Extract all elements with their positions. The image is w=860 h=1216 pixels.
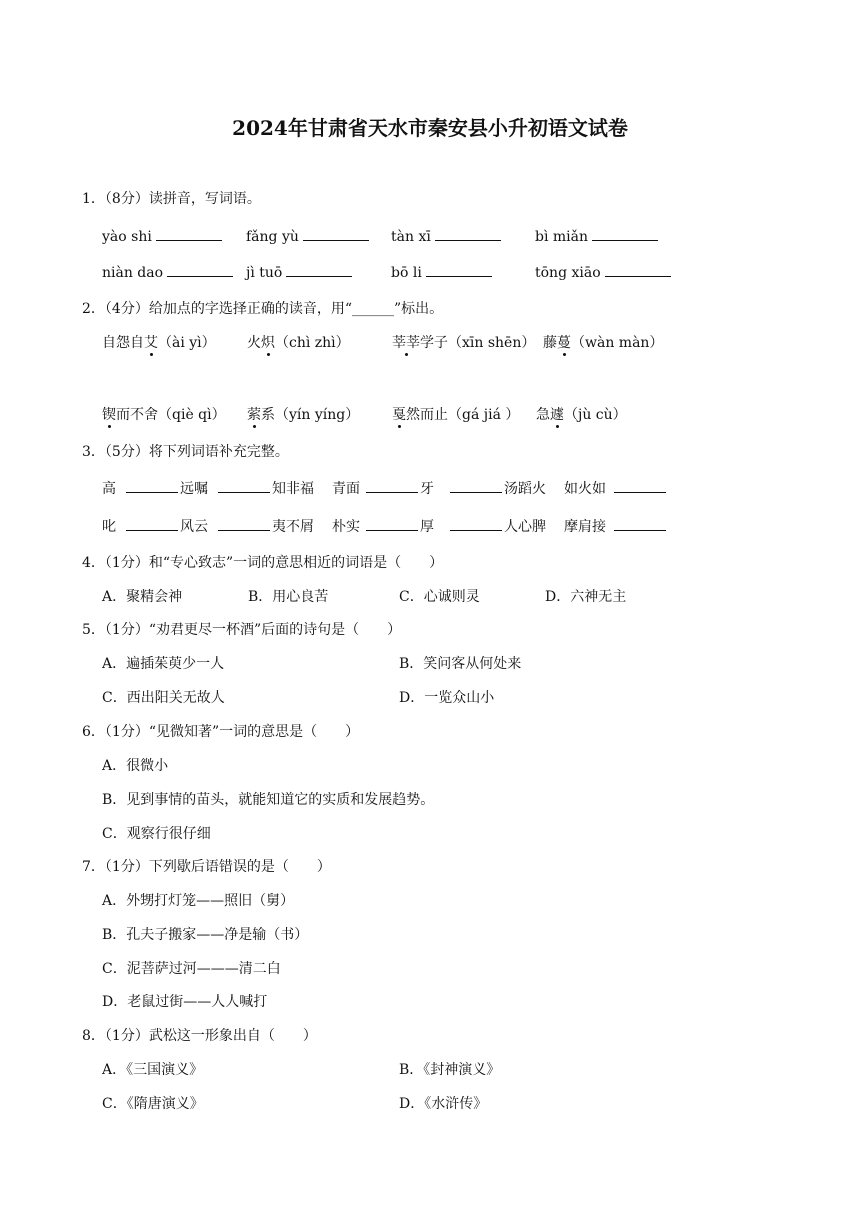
option-c[interactable]: C．《隋唐演义》 — [102, 1096, 204, 1112]
pinyin-item — [246, 228, 369, 246]
pinyin-text: yào shi — [102, 229, 152, 245]
pinyin-text: bì miǎn — [535, 229, 589, 245]
answer-blank[interactable] — [218, 518, 270, 531]
pinyin-choices: （yín yíng） — [275, 407, 360, 423]
idiom-part: 远嘱 — [180, 481, 208, 497]
answer-blank[interactable] — [126, 518, 178, 531]
pinyin-item — [535, 264, 671, 282]
answer-blank[interactable] — [218, 480, 270, 493]
answer-blank[interactable] — [426, 264, 492, 277]
answer-blank[interactable] — [366, 518, 418, 531]
dotted-char: 遽 — [550, 407, 564, 423]
word-part: 藤 — [543, 335, 557, 351]
option-c[interactable]: C．观察行很仔细 — [102, 826, 211, 842]
pinyin-item — [102, 228, 222, 246]
pinyin-text: niàn dao — [102, 265, 164, 281]
idiom-part: 人心脾 — [504, 519, 546, 535]
pinyin-item — [391, 264, 492, 282]
reading-item[interactable] — [102, 334, 216, 352]
question-3-stem: 3．（5分）将下列词语补充完整。 — [82, 444, 289, 460]
word-part: 学子 — [420, 335, 448, 351]
word-part: 自怨自 — [102, 335, 144, 351]
option-d[interactable]: D．老鼠过街——人人喊打 — [102, 994, 268, 1010]
option-a[interactable]: A．聚精会神 — [102, 589, 183, 605]
answer-blank[interactable] — [303, 228, 369, 241]
option-a[interactable]: A．外甥打灯笼——照旧（舅） — [102, 893, 295, 909]
idiom-part: 知非福 — [272, 481, 314, 497]
idiom-part: 青面 — [332, 481, 360, 497]
answer-blank[interactable] — [366, 480, 418, 493]
word-part: 火 — [247, 335, 261, 351]
pinyin-choices: （wàn màn） — [571, 335, 664, 351]
dotted-char: 艾 — [144, 335, 158, 351]
answer-blank[interactable] — [614, 518, 666, 531]
pinyin-item — [102, 264, 233, 282]
dotted-char: 炽 — [261, 335, 275, 351]
option-b[interactable]: B．笑问客从何处来 — [399, 656, 522, 672]
reading-item[interactable] — [247, 334, 350, 352]
answer-blank[interactable] — [450, 480, 502, 493]
question-4-stem: 4．（1分）和“专心致志”一词的意思相近的词语是（ ） — [82, 555, 444, 571]
question-8-stem: 8．（1分）武松这一形象出自（ ） — [82, 1028, 317, 1044]
reading-item[interactable] — [536, 406, 627, 424]
option-c[interactable]: C．泥菩萨过河———清二白 — [102, 961, 281, 977]
answer-blank[interactable] — [592, 228, 658, 241]
answer-blank[interactable] — [614, 480, 666, 493]
pinyin-text: bō li — [391, 265, 422, 281]
pinyin-text: fǎng yù — [246, 229, 299, 245]
idiom-part: 高 — [102, 481, 116, 497]
idiom-part: 夷不屑 — [272, 519, 314, 535]
question-5-stem: 5．（1分）“劝君更尽一杯酒”后面的诗句是（ ） — [82, 622, 402, 638]
answer-blank[interactable] — [435, 228, 501, 241]
pinyin-choices: （qiè qì） — [158, 407, 226, 423]
reading-item[interactable] — [102, 406, 226, 424]
option-a[interactable]: A．《三国演义》 — [102, 1062, 204, 1078]
dotted-char: 蔓 — [557, 335, 571, 351]
pinyin-choices: （xīn shēn） — [448, 335, 536, 351]
idiom-part: 风云 — [180, 519, 208, 535]
word-part: 系 — [261, 407, 275, 423]
question-6-stem: 6．（1分）“见微知著”一词的意思是（ ） — [82, 724, 360, 740]
reading-item[interactable] — [392, 334, 535, 352]
idiom-part: 叱 — [102, 519, 116, 535]
dotted-char: 戛 — [392, 407, 406, 423]
option-d[interactable]: D．六神无主 — [545, 589, 627, 605]
answer-blank[interactable] — [167, 264, 233, 277]
idiom-part: 厚 — [420, 519, 434, 535]
pinyin-item — [391, 228, 501, 246]
answer-blank[interactable] — [286, 264, 352, 277]
page-title: 2024年甘肃省天水市秦安县小升初语文试卷 — [232, 116, 628, 140]
word-part: 急 — [536, 407, 550, 423]
option-b[interactable]: B．孔夫子搬家——净是输（书） — [102, 927, 309, 943]
option-b[interactable]: B．《封神演义》 — [399, 1062, 501, 1078]
pinyin-text: jì tuō — [246, 265, 283, 281]
word-part: 而不舍 — [116, 407, 158, 423]
option-d[interactable]: D．一览众山小 — [399, 690, 495, 706]
idiom-part: 朴实 — [332, 519, 360, 535]
option-a[interactable]: A．遍插茱萸少一人 — [102, 656, 225, 672]
answer-blank[interactable] — [126, 480, 178, 493]
question-1-stem: 1．（8分）读拼音，写词语。 — [82, 191, 261, 207]
pinyin-choices: （jù cù） — [564, 407, 627, 423]
dotted-char: 莘莘 — [392, 335, 420, 351]
reading-item[interactable] — [392, 406, 519, 424]
option-a[interactable]: A．很微小 — [102, 758, 169, 774]
question-7-stem: 7．（1分）下列歇后语错误的是（ ） — [82, 859, 331, 875]
answer-blank[interactable] — [450, 518, 502, 531]
idiom-row — [102, 518, 668, 536]
pinyin-item — [246, 264, 352, 282]
idiom-part: 牙 — [420, 481, 434, 497]
idiom-part: 汤蹈火 — [504, 481, 546, 497]
question-2-stem: 2．（4分）给加点的字选择正确的读音，用“______”标出。 — [82, 301, 444, 317]
dotted-char: 锲 — [102, 407, 116, 423]
option-b[interactable]: B．见到事情的苗头，就能知道它的实质和发展趋势。 — [102, 792, 435, 808]
answer-blank[interactable] — [156, 228, 222, 241]
dotted-char: 萦 — [247, 407, 261, 423]
pinyin-item — [535, 228, 658, 246]
idiom-part: 摩肩接 — [564, 519, 606, 535]
idiom-part: 如火如 — [564, 481, 606, 497]
answer-blank[interactable] — [605, 264, 671, 277]
pinyin-choices: （gá jiá ） — [448, 407, 520, 423]
pinyin-choices: （chì zhì） — [275, 335, 350, 351]
reading-item[interactable] — [543, 334, 663, 352]
option-c[interactable]: C．西出阳关无故人 — [102, 690, 225, 706]
pinyin-text: tàn xī — [391, 229, 431, 245]
reading-item[interactable] — [247, 406, 359, 424]
option-c[interactable]: C．心诚则灵 — [399, 589, 480, 605]
pinyin-text: tōng xiāo — [535, 265, 601, 281]
option-d[interactable]: D．《水浒传》 — [399, 1096, 488, 1112]
idiom-row — [102, 480, 668, 498]
word-part: 然而止 — [406, 407, 448, 423]
pinyin-choices: （ài yì） — [158, 335, 216, 351]
option-b[interactable]: B．用心良苦 — [248, 589, 329, 605]
